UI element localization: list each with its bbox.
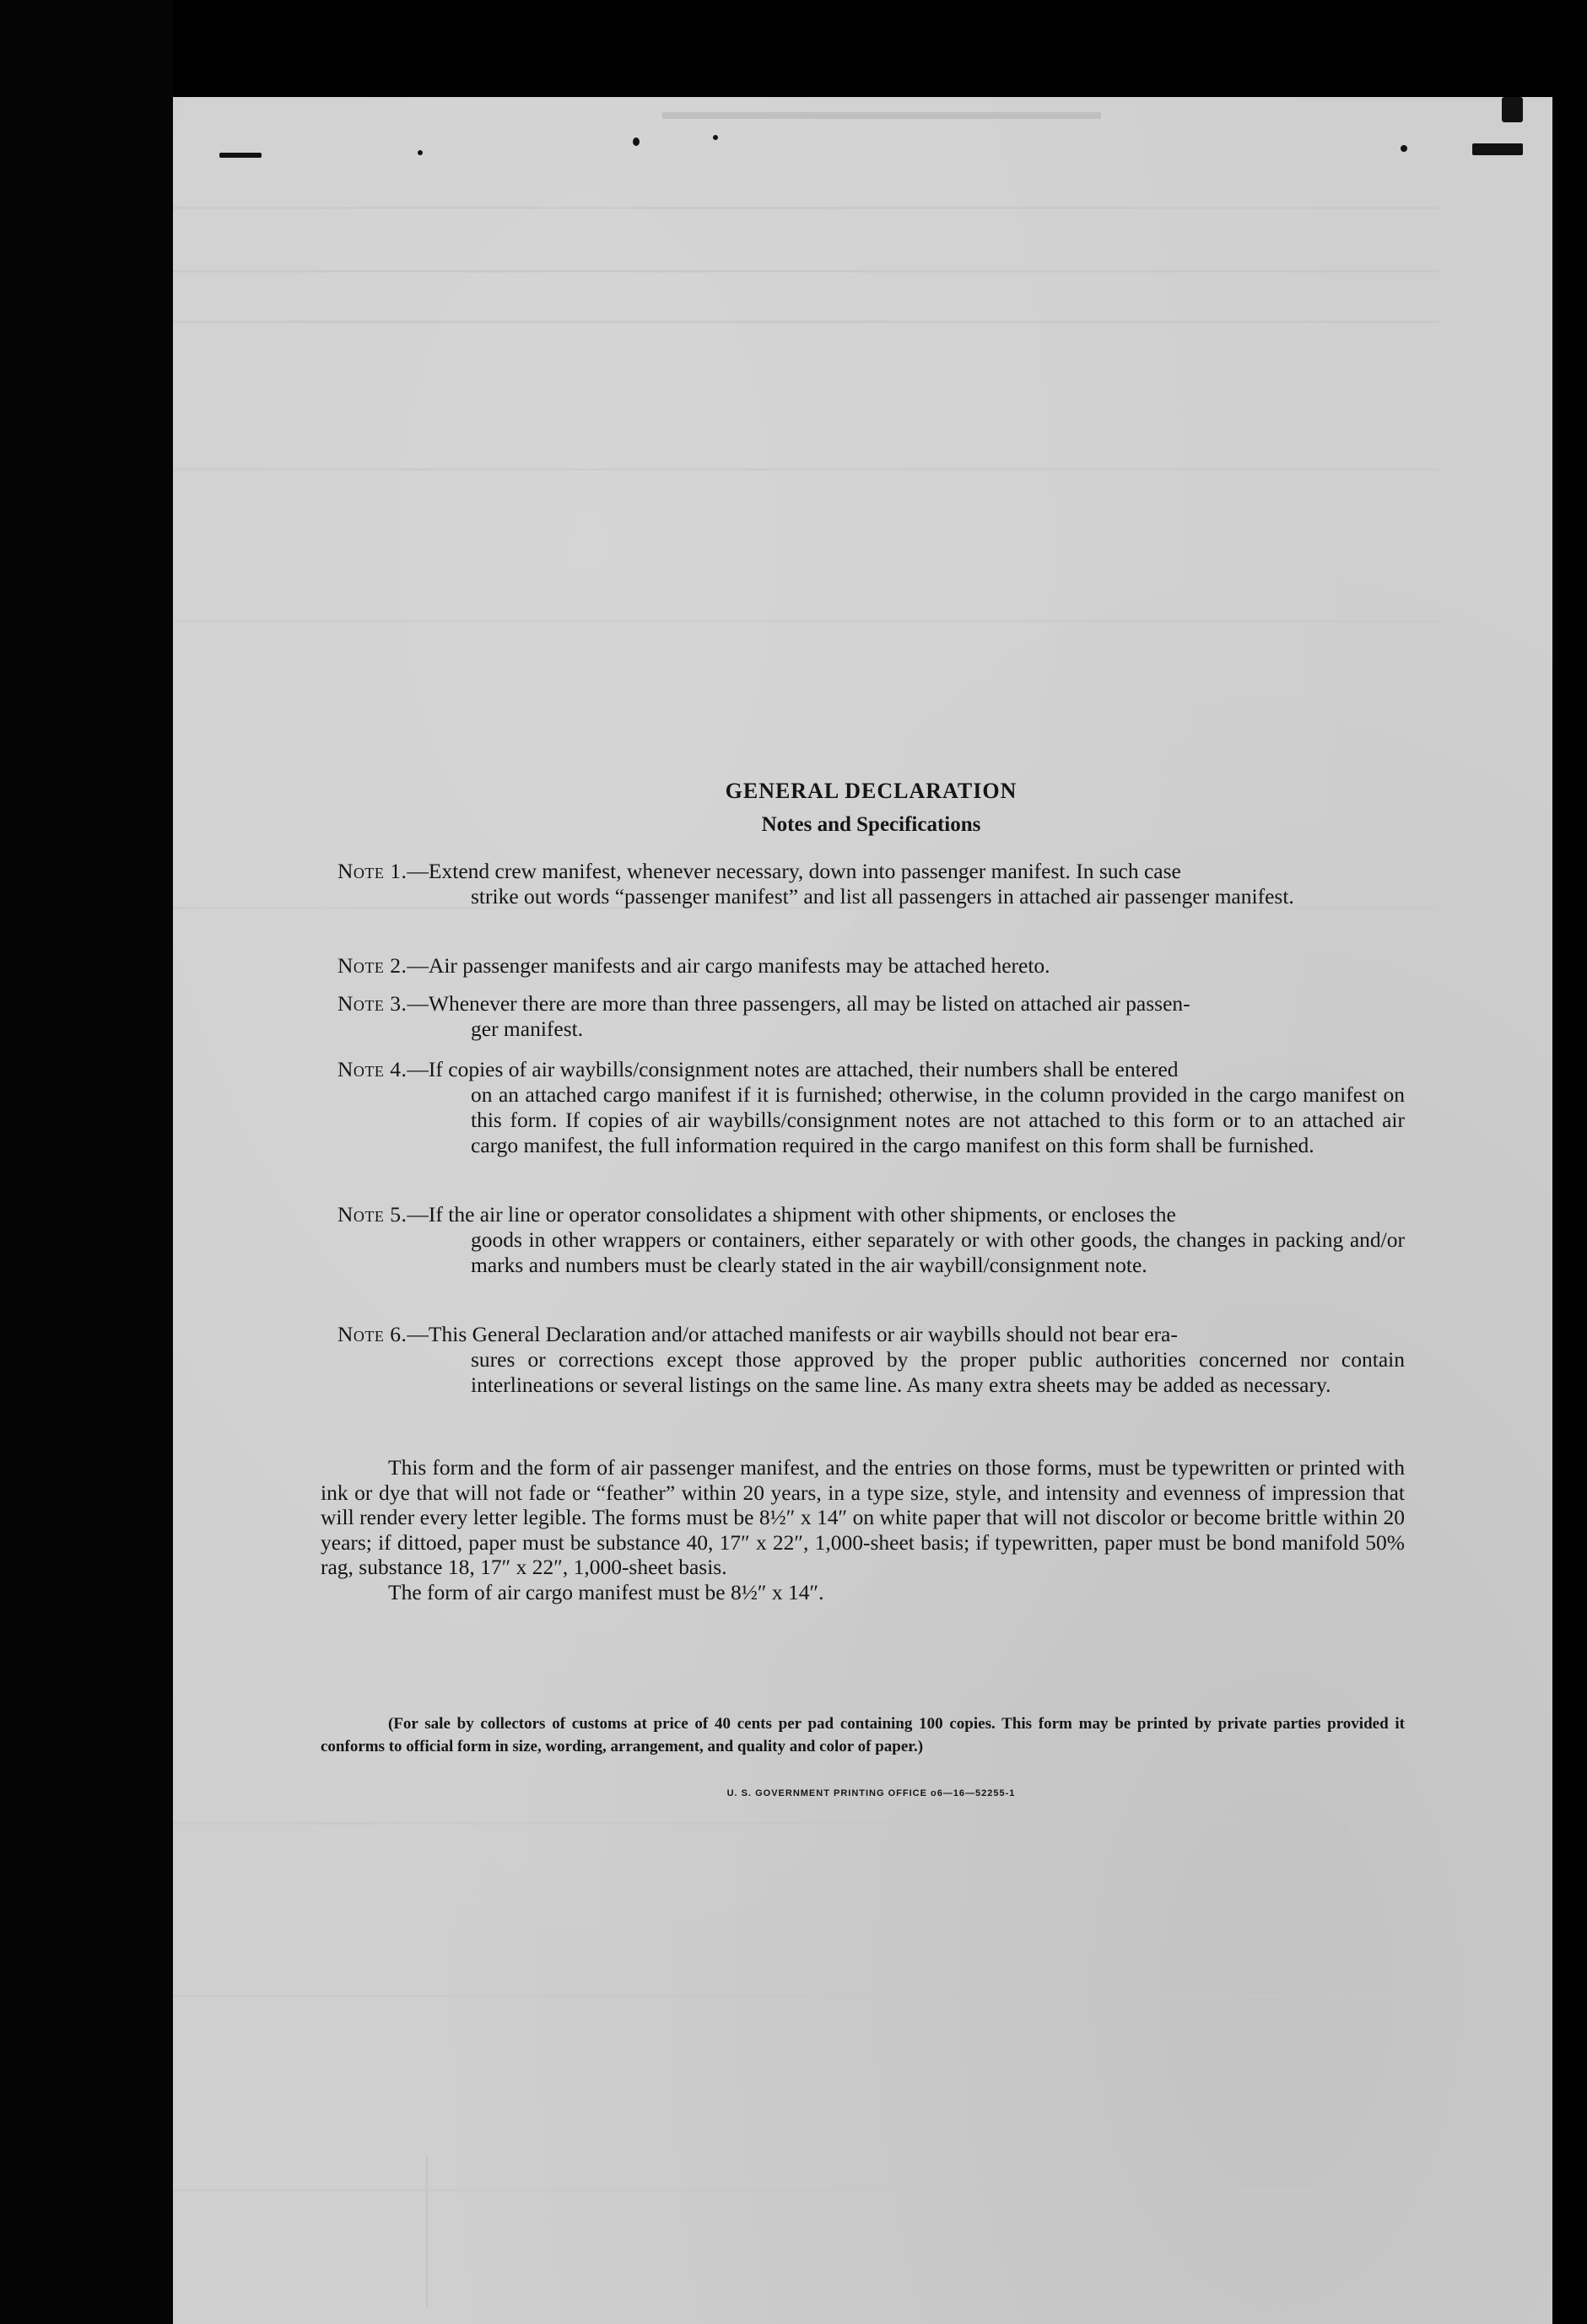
sale-note [321, 1712, 1405, 1758]
requirements-text: This form and the form of air passenger manifest, and the entries on those forms, must be typewritten or printed with ink or dye that will not fade or “feather” within 20 years, in a type size, style, and intensity and evenness of impression that will render every letter legible. The forms must be 8½″ x 14″ on white paper that will not discolor or become brittle within 20 years; if dittoed, paper must be substance 40, 17″ x 22″, 1,000-sheet basis; if typewritten, paper must be bond manifold 50% rag, substance 18, 17″ x 22″, 1,000-sheet basis. [321, 1455, 1405, 1579]
sale-note-text: (For sale by collectors of customs at price of 40 cents per pad containing 100 copies. This form may be printed by private parties provided it conforms to official form in size, wording, arrangement, and quality and color of paper.) [321, 1715, 1405, 1755]
note-5 [337, 1202, 1405, 1278]
note-label: Note 6. [337, 1322, 408, 1346]
note-text: —Air passenger manifests and air cargo manifests may be attached hereto. [407, 953, 1050, 978]
note-4 [337, 1057, 1405, 1158]
note-2 [337, 953, 1405, 979]
scan-speck [713, 135, 718, 140]
page-title: GENERAL DECLARATION [725, 779, 1018, 803]
note-text: —If the air line or operator consolidates a shipment with other shipments, or encloses the [407, 1202, 1176, 1227]
note-6 [337, 1322, 1405, 1398]
note-text-continued: strike out words “passenger manifest” and list all passengers in attached air passenger manifest. [471, 884, 1294, 909]
scan-speck [633, 137, 640, 146]
note-text: —Extend crew manifest, whenever necessary, down into passenger manifest. In such case [407, 859, 1181, 883]
scan-speck [1401, 145, 1407, 152]
format-requirements [321, 1455, 1405, 1604]
note-text: —If copies of air waybills/consignment notes are attached, their numbers shall be entered [407, 1057, 1179, 1081]
printer-imprint: U. S. GOVERNMENT PRINTING OFFICE o6—16—52255-1 [726, 1788, 1016, 1798]
document-page [173, 97, 1552, 2324]
note-text-continued: sures or corrections except those approved by the proper public authorities concerned nor contain interlineations or several listings on the same line. As many extra sheets may be added as necessary. [471, 1347, 1405, 1397]
note-label: Note 3. [337, 991, 408, 1016]
scan-speck [219, 153, 262, 158]
cargo-manifest-size: The form of air cargo manifest must be 8½″ x 14″. [388, 1579, 824, 1604]
note-3 [337, 991, 1405, 1042]
note-text-continued: goods in other wrappers or containers, either separately or with other goods, the changes in packing and/or marks and numbers must be clearly stated in the air waybill/consignment note. [471, 1227, 1405, 1277]
note-text-continued: ger manifest. [471, 1016, 584, 1041]
note-text: —Whenever there are more than three passengers, all may be listed on attached air passen- [407, 991, 1190, 1016]
note-text-continued: on an attached cargo manifest if it is furnished; otherwise, in the column provided in the cargo manifest on this form. If copies of air waybills/consignment notes are not attached to this form or to an attached air cargo manifest, the full information required in the cargo manifest on this form shall be furnished. [471, 1082, 1405, 1157]
page-subtitle: Notes and Specifications [761, 813, 981, 836]
scan-border [0, 0, 173, 2324]
note-text: —This General Declaration and/or attached manifests or air waybills should not bear era- [407, 1322, 1178, 1346]
note-label: Note 4. [337, 1057, 408, 1081]
note-label: Note 5. [337, 1202, 408, 1227]
scan-speck [418, 150, 423, 155]
note-label: Note 1. [337, 859, 408, 883]
scan-speck [1502, 97, 1523, 122]
note-label: Note 2. [337, 953, 408, 978]
scan-speck [1472, 143, 1523, 155]
note-1 [337, 859, 1405, 909]
